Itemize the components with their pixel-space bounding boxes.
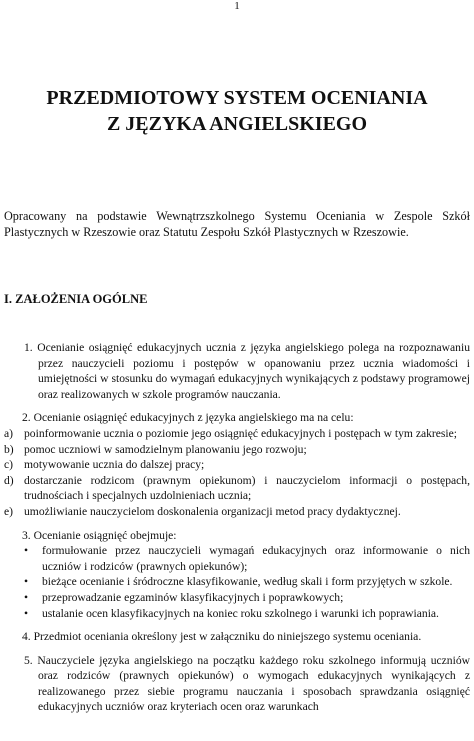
bullet-icon: •: [24, 590, 29, 604]
paragraph-1: 1. Ocenianie osiągnięć edukacyjnych ucznia z języka angielskiego polega na rozpoznawaniu przez nauczycieli poziomu i postępów w opanowaniu przez ucznia wiadomości i umiejętności w stosunku do wymagań edukacyjnych wynikających z podstawy programowej oraz realizowanych w szkole programów nauczania.: [24, 341, 470, 401]
list-item: [0, 457, 474, 473]
list-item-label: b): [4, 442, 14, 456]
list-item: [0, 473, 474, 504]
list-item-label: e): [4, 504, 14, 518]
list-item-text: ustalanie ocen klasyfikacyjnych na koniec roku szkolnego i warunki ich poprawiania.: [42, 606, 439, 620]
list-item-label: c): [4, 458, 14, 472]
list-item-text: formułowanie przez nauczycieli wymagań edukacyjnych oraz informowanie o nich uczniów i rodziców (prawnych opiekunów);: [42, 544, 470, 573]
list-item-text: poinformowanie ucznia o poziomie jego osiągnięć edukacyjnych i postępach w tym zakresie;: [24, 426, 458, 440]
list-item: [0, 574, 474, 590]
bullet-icon: •: [24, 575, 29, 589]
page-number: 1: [234, 0, 240, 12]
paragraph-2-intro: 2. Ocenianie osiągnięć edukacyjnych z języka angielskiego ma na celu:: [22, 411, 354, 425]
document-title: [0, 85, 474, 137]
list-item-label: a): [4, 426, 14, 440]
list-item-label: d): [4, 473, 14, 487]
list-item: [0, 426, 474, 442]
list-item: [0, 606, 474, 622]
document-body: [0, 340, 474, 715]
title-line-1: PRZEDMIOTOWY SYSTEM OCENIANIA: [46, 87, 428, 109]
list-item-text: bieżące ocenianie i śródroczne klasyfikowanie, według skali i form przyjętych w szkole.: [42, 575, 453, 589]
list-item: [0, 442, 474, 458]
paragraph-3-intro: 3. Ocenianie osiągnięć obejmuje:: [22, 528, 177, 542]
paragraph-5: 5. Nauczyciele języka angielskiego na początku każdego roku szkolnego informują uczniów oraz rodziców (prawnych opiekunów) o wymogach edukacyjnych wynikających z realizowanego przez siebie programu nauczania i sposobach sprawdzania osiągnięć edukacyjnych uczniów oraz kryteriach ocen oraz warunkach: [24, 653, 470, 714]
intro-paragraph: Opracowany na podstawie Wewnątrzszkolnego Systemu Oceniania w Zespole Szkół Plastycznych w Rzeszowie oraz Statutu Zespołu Szkół Plastycznych w Rzeszowie.: [4, 209, 470, 239]
list-item-text: pomoc uczniowi w samodzielnym planowaniu jego rozwoju;: [24, 442, 307, 456]
bullet-icon: •: [24, 606, 29, 620]
paragraph-4: 4. Przedmiot oceniania określony jest w załączniku do niniejszego systemu oceniania.: [22, 630, 422, 644]
list-item-text: umożliwianie nauczycielom doskonalenia organizacji metod pracy dydaktycznej.: [24, 504, 401, 518]
bullet-icon: •: [24, 544, 29, 558]
list-item: [0, 590, 474, 606]
list-item-text: motywowanie ucznia do dalszej pracy;: [24, 458, 205, 472]
title-line-2: Z JĘZYKA ANGIELSKIEGO: [106, 113, 368, 135]
list-item: [0, 543, 474, 574]
list-item-text: dostarczanie rodzicom (prawnym opiekunom) i nauczycielom informacji o postępach, trudnościach i specjalnych uzdolnieniach ucznia;: [24, 473, 470, 503]
list-item-text: przeprowadzanie egzaminów klasyfikacyjnych i poprawkowych;: [42, 590, 344, 604]
section-heading: I. ZAŁOŻENIA OGÓLNE: [4, 292, 148, 306]
list-item: [0, 504, 474, 520]
